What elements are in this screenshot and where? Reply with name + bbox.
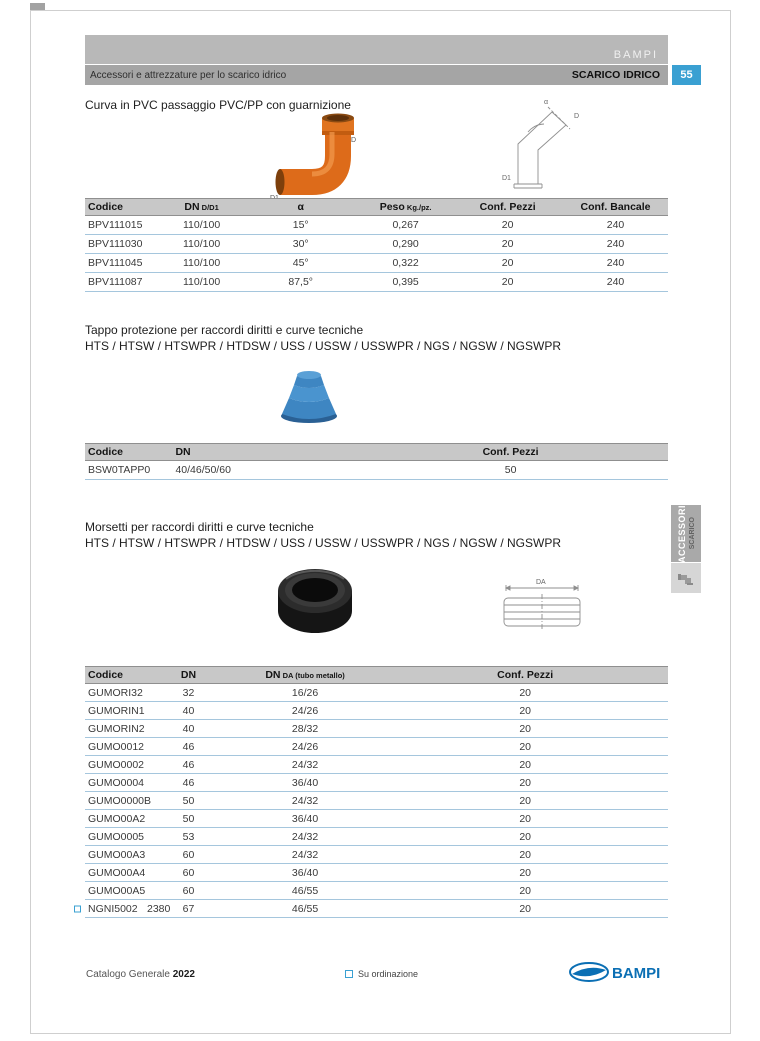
code-text: GUMORI32 [88,686,143,699]
table-cell [85,828,149,846]
code-text: GUMORIN1 [88,704,145,717]
morsetto-product-image [274,563,356,639]
code-text: BSW0TAPP0 [88,464,151,476]
table-cell: 20 [382,756,668,774]
table-cell: 46 [149,738,228,756]
tappo-table [85,443,668,480]
table-cell: 36/40 [228,864,382,882]
footer-legend [345,969,418,979]
table-cell [85,254,161,273]
table-row [85,461,668,480]
table-cell: 0,322 [359,254,452,273]
column-header: Conf. Bancale [563,199,668,216]
column-header: Conf. Pezzi [353,444,668,461]
section-band [85,65,668,85]
footer-catalog [86,969,195,980]
table-cell: 20 [382,846,668,864]
side-tab-accessori-scarico [671,505,701,562]
table-cell: 20 [382,774,668,792]
table-cell: 20 [382,864,668,882]
curva-technical-drawing [500,92,595,192]
table-cell: 240 [563,254,668,273]
column-header: Conf. Pezzi [382,667,668,684]
morsetti-table [85,666,668,918]
diagram-label-alpha: α [544,99,549,106]
column-header-sub: Kg./pz. [404,203,432,212]
table-cell: 20 [452,235,563,254]
tappo-product-image [278,366,340,426]
table-cell [85,216,161,235]
table-cell: 20 [382,720,668,738]
code-text: BPV111015 [88,219,143,231]
table-cell: 40 [149,720,228,738]
footer-year: 2022 [172,969,195,980]
table-cell: 40/46/50/60 [172,461,353,480]
table-cell [85,273,161,292]
table-cell [85,882,149,900]
table-row [85,900,668,918]
table-cell: 20 [382,882,668,900]
table-row [85,702,668,720]
table-row [85,846,668,864]
table-cell: 16/26 [228,684,382,702]
table-cell [85,702,149,720]
table-row [85,810,668,828]
section-head-tappo [85,322,561,354]
table-cell [85,756,149,774]
table-cell: 240 [563,273,668,292]
side-tab-primary: ACCESSORI [676,504,687,563]
table-cell: 28/32 [228,720,382,738]
code-text: GUMO0002 [88,758,145,771]
table-cell: 30° [242,235,359,254]
bampi-logo-text: BAMPI [612,965,661,982]
column-header: Codice [85,199,161,216]
table-row [85,273,668,292]
code-text: GUMO0005 [88,830,145,843]
code-secondary: 2380 [147,902,171,915]
table-cell [85,792,152,810]
code-text: GUMO0012 [88,740,145,753]
table-row [85,756,668,774]
table-cell [85,864,149,882]
column-header: DN [172,444,353,461]
code-text: GUMO00A4 [88,866,146,879]
table-row [85,882,668,900]
code-text: BPV111045 [88,257,143,269]
curva-table [85,198,668,292]
table-cell: 46/55 [228,882,382,900]
table-header-row [85,444,668,461]
brand-band [85,35,668,64]
code-text: NGNI5002 [88,902,138,915]
section-head-morsetti [85,519,561,551]
table-cell: 46 [149,774,228,792]
table-cell: 24/32 [228,756,382,774]
table-cell: 60 [149,882,228,900]
column-header: Peso Kg./pz. [359,199,452,216]
table-header-row [85,667,668,684]
section-title-curva: Curva in PVC passaggio PVC/PP con guarnizione [85,98,351,112]
table-cell: 24/26 [228,738,382,756]
header-category: SCARICO IDRICO [571,69,660,81]
curva-product-image [252,110,357,202]
section-codes-morsetti: HTS / HTSW / HTSWPR / HTDSW / USS / USSW / USSWPR / NGS / NGSW / NGSWPR [85,536,562,550]
diagram-label-d: D [574,113,580,120]
table-cell: 50 [149,792,228,810]
table-cell: 110/100 [161,216,243,235]
table-cell: 20 [452,254,563,273]
footer-catalog-text: Catalogo Generale [86,969,170,980]
code-text: GUMO0000B [88,794,152,807]
table-cell: 20 [452,273,563,292]
bampi-logo-image [568,959,668,985]
table-row [85,254,668,273]
table-cell: 110/100 [161,254,243,273]
table-cell: 24/32 [228,828,382,846]
table-cell: 15° [242,216,359,235]
table-cell: 50 [149,810,228,828]
table-row [85,738,668,756]
table-cell: 46 [149,756,228,774]
table-cell [85,738,149,756]
photo-label-d: D [351,137,357,144]
table-cell: 24/26 [228,702,382,720]
column-header-sub: DA (tubo metallo) [280,671,345,680]
table-cell: 110/100 [161,235,243,254]
table-cell: 24/32 [228,792,382,810]
table-row [85,684,668,702]
table-row [85,216,668,235]
table-cell: 60 [149,846,228,864]
table-cell: 46/55 [228,900,382,918]
table-cell [85,846,149,864]
bampi-logo [568,959,668,990]
diagram-label-d1: D1 [502,175,511,182]
column-header-sub: D/D1 [199,203,219,212]
fitting-icon [677,570,695,586]
column-header: α [242,199,359,216]
column-header: Codice [85,667,149,684]
section-title-tappo: Tappo protezione per raccordi diritti e curve tecniche [85,323,364,337]
code-text: BPV111030 [88,238,143,250]
table-cell [85,720,149,738]
table-cell: 45° [242,254,359,273]
table-cell: 240 [563,235,668,254]
column-header: DN DA (tubo metallo) [228,667,382,684]
table-cell: 20 [382,810,668,828]
table-cell: 32 [149,684,228,702]
table-cell: 67 [149,900,228,918]
legend-text: Su ordinazione [358,969,419,979]
su-ordinazione-icon [345,970,353,978]
code-text: BPV111087 [88,276,143,288]
table-cell: 40 [149,702,228,720]
code-text: GUMO00A3 [88,848,146,861]
table-cell: 20 [382,828,668,846]
table-cell: 36/40 [228,774,382,792]
table-cell: 53 [149,828,228,846]
table-cell [85,461,172,480]
code-text: GUMO0004 [88,776,145,789]
column-header: Codice [85,444,172,461]
table-row [85,235,668,254]
corner-mark [30,3,45,10]
morsetto-technical-drawing [492,578,592,636]
header-subtitle: Accessori e attrezzature per lo scarico idrico [90,69,287,81]
table-header-row [85,199,668,216]
brand-text: BAMPI [613,49,658,61]
table-cell: 20 [382,900,668,918]
table-cell [85,900,171,918]
code-text: GUMORIN2 [88,722,145,735]
table-cell [85,684,149,702]
table-cell: 0,290 [359,235,452,254]
page-number: 55 [672,65,701,85]
table-row [85,720,668,738]
table-cell: 24/32 [228,846,382,864]
table-cell: 36/40 [228,810,382,828]
table-cell: 20 [382,702,668,720]
code-text: GUMO00A2 [88,812,146,825]
table-cell: 240 [563,216,668,235]
table-cell: 20 [382,684,668,702]
side-tab-icon-box [671,563,701,593]
diagram-label-da: DA [536,579,546,586]
table-row [85,792,668,810]
table-cell [85,235,161,254]
section-title-morsetti: Morsetti per raccordi diritti e curve tecniche [85,520,314,534]
table-row [85,864,668,882]
table-cell: 20 [452,216,563,235]
table-cell: 110/100 [161,273,243,292]
table-cell: 60 [149,864,228,882]
section-codes-tappo: HTS / HTSW / HTSWPR / HTDSW / USS / USSW / USSWPR / NGS / NGSW / NGSWPR [85,339,562,353]
column-header: Conf. Pezzi [452,199,563,216]
side-tab-secondary: SCARICO [688,517,696,550]
table-cell: 0,395 [359,273,452,292]
table-cell [85,774,149,792]
table-row [85,774,668,792]
table-cell: 20 [382,792,668,810]
code-text: GUMO00A5 [88,884,146,897]
table-cell: 87,5° [242,273,359,292]
column-header: DN [149,667,228,684]
table-cell [85,810,149,828]
table-cell: 0,267 [359,216,452,235]
page-header [85,35,668,85]
su-ordinazione-marker [74,905,81,912]
column-header: DN D/D1 [161,199,243,216]
table-row [85,828,668,846]
table-cell: 50 [353,461,668,480]
table-cell: 20 [382,738,668,756]
